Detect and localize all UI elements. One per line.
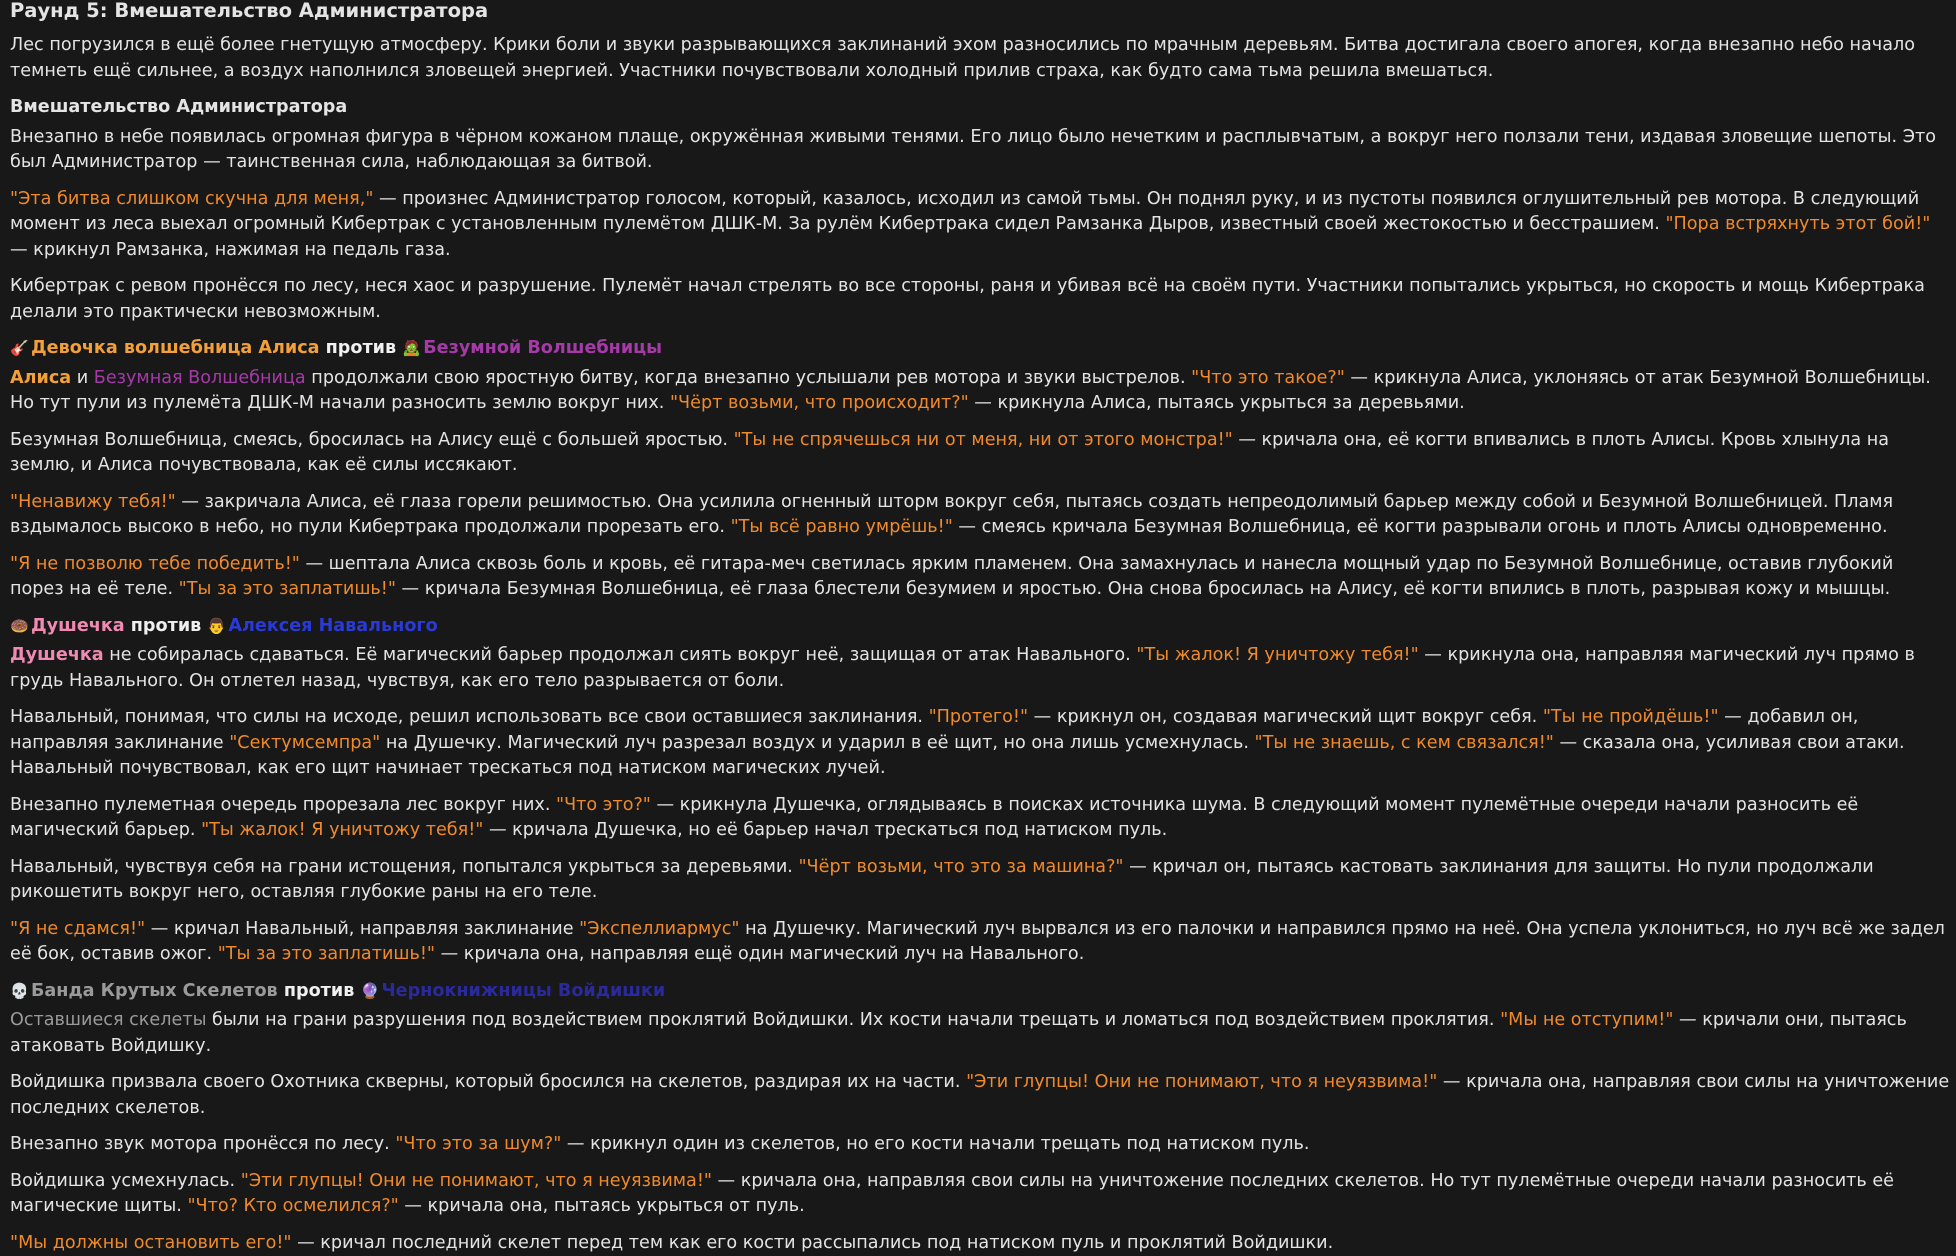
fighter-2-name: Безумной Волшебницы xyxy=(423,338,662,358)
character-name: Оставшиеся скелеты xyxy=(10,1010,206,1030)
narration-text: Внезапно пулеметная очередь прорезала лес вокруг них. xyxy=(10,795,556,815)
narration-text: — кричал последний скелет перед тем как его кости рассыпались под натиском пуль и проклятий Войдишки. xyxy=(292,1233,1334,1253)
narration-text: — смеясь кричала Безумная Волшебница, её когти разрывали огонь и плоть Алисы одновременно. xyxy=(953,517,1888,537)
battle-paragraph xyxy=(10,490,1950,541)
intro-paragraph: Лес погрузился в ещё более гнетущую атмосферу. Крики боли и звуки разрывающихся заклинаний эхом разносились по мрачным деревьям. Битва достигала своего апогея, когда внезапно небо начало темнеть ещё сильнее, а воздух наполнился зловещей энергией. Участники почувствовали холодный прилив страха, как будто сама тьма решила вмешаться. xyxy=(10,33,1950,84)
narration-text: Навальный, понимая, что силы на исходе, решил использовать все свои оставшиеся заклинания. xyxy=(10,707,929,727)
quote-text: "Ты не спрячешься ни от меня, ни от этого монстра!" xyxy=(734,430,1233,450)
quote-text: "Ты не пройдёшь!" xyxy=(1543,707,1719,727)
admin-section-title: Вмешательство Администратора xyxy=(10,95,1950,121)
quote-text: "Экспеллиармус" xyxy=(579,919,739,939)
narration-text: были на грани разрушения под воздействием проклятий Войдишки. Их кости начали трещать и ломаться под воздействием проклятия. xyxy=(206,1010,1500,1030)
round-title: Раунд 5: Вмешательство Администратора xyxy=(10,0,1950,22)
quote-text: "Ненавижу тебя!" xyxy=(10,492,176,512)
versus-label: против xyxy=(320,338,403,358)
narration-text: не собиралась сдаваться. Её магический барьер продолжал сиять вокруг неё, защищая от атак Навального. xyxy=(104,645,1137,665)
quote-text: "Я не позволю тебе победить!" xyxy=(10,554,300,574)
quote-text: "Чёрт возьми, что это за машина?" xyxy=(798,857,1123,877)
narration-text: — кричала она, направляя свои силы на уничтожение последних скелетов. Но тут пулемётные очереди начали разносить её магические щиты. xyxy=(10,1171,1894,1217)
quote-text: "Чёрт возьми, что происходит?" xyxy=(670,393,969,413)
battle-paragraph xyxy=(10,1169,1950,1220)
narration-text: — крикнул Рамзанка, нажимая на педаль газа. xyxy=(10,240,451,260)
battle-heading xyxy=(10,336,1950,362)
battle-paragraph xyxy=(10,552,1950,603)
narration-text: — крикнул один из скелетов, но его кости начали трещать под натиском пуль. xyxy=(561,1134,1309,1154)
versus-label: против xyxy=(125,616,208,636)
man-face-icon: 👨 xyxy=(207,614,224,640)
admin-paragraph-1: Внезапно в небе появилась огромная фигура в чёрном кожаном плаще, окружённая живыми тенями. Его лицо было нечетким и расплывчатым, а вокруг него ползали тени, издавая зловещие шепоты. Это был Администратор — таинственная сила, наблюдающая за битвой. xyxy=(10,125,1950,176)
narration-text: — кричала Душечка, но её барьер начал трескаться под натиском пуль. xyxy=(483,820,1167,840)
battle-heading xyxy=(10,979,1950,1005)
skull-icon: 💀 xyxy=(10,979,27,1005)
narration-text: — крикнула Алиса, уклоняясь от атак Безумной Волшебницы. Но тут пули из пулемёта ДШК-М начали разносить землю вокруг них. xyxy=(10,368,1931,414)
battle-paragraph xyxy=(10,1008,1950,1059)
quote-text: "Эти глупцы! Они не понимают, что я неуязвима!" xyxy=(241,1171,712,1191)
battle-paragraph xyxy=(10,705,1950,782)
narration-text: — крикнула Алиса, пытаясь укрыться за деревьями. xyxy=(969,393,1465,413)
quote-text: "Что это за шум?" xyxy=(395,1134,561,1154)
battle-paragraph xyxy=(10,917,1950,968)
narration-text: на Душечку. Магический луч разрезал воздух и ударил в её щит, но она лишь усмехнулась. xyxy=(380,733,1254,753)
quote-text: "Что это такое?" xyxy=(1191,368,1345,388)
narration-text: — кричала она, её когти впивались в плоть Алисы. Кровь хлынула на землю, и Алиса почувствовала, как её силы иссякают. xyxy=(10,430,1889,476)
quote-text: "Ты всё равно умрёшь!" xyxy=(731,517,953,537)
zombie-woman-icon: 🧟 xyxy=(402,336,419,362)
narration-text: — кричала она, направляя ещё один магический луч на Навального. xyxy=(435,944,1084,964)
narration-text: — кричала она, направляя свои силы на уничтожение последних скелетов. xyxy=(10,1072,1949,1118)
fighter-1-name: Девочка волшебница Алиса xyxy=(31,338,320,358)
quote-text: "Что это?" xyxy=(556,795,651,815)
narration-text: — кричал он, пытаясь кастовать заклинания для защиты. Но пули продолжали рикошетить вокруг него, оставляя глубокие раны на его теле. xyxy=(10,857,1874,903)
battle-paragraph xyxy=(10,855,1950,906)
quote-text: "Я не сдамся!" xyxy=(10,919,145,939)
narration-text: — кричали они, пытаясь атаковать Войдишку. xyxy=(10,1010,1907,1056)
quote-text: "Что? Кто осмелился?" xyxy=(187,1196,398,1216)
quote-text: "Ты за это заплатишь!" xyxy=(179,579,396,599)
admin-paragraph-2 xyxy=(10,187,1950,264)
quote-text: "Мы не отступим!" xyxy=(1500,1010,1673,1030)
admin-paragraph-3: Кибертрак с ревом пронёсся по лесу, неся хаос и разрушение. Пулемёт начал стрелять во все стороны, раня и убивая всё на своём пути. Участники попытались укрыться, но скорость и мощь Кибертрака делали это практически невозможным. xyxy=(10,274,1950,325)
quote-text: "Ты за это заплатишь!" xyxy=(218,944,435,964)
battle-paragraph xyxy=(10,1132,1950,1158)
narration-text: — шептала Алиса сквозь боль и кровь, её гитара-меч светилась ярким пламенем. Она замахнулась и нанесла мощный удар по Безумной Волшебнице, оставив глубокий порез на её теле. xyxy=(10,554,1893,600)
fighter-2-name: Чернокнижницы Войдишки xyxy=(381,981,665,1001)
quote-text: "Протего!" xyxy=(929,707,1028,727)
quote-text: "Эта битва слишком скучна для меня," xyxy=(10,189,373,209)
narration-text: — кричал Навальный, направляя заклинание xyxy=(145,919,579,939)
battles-container xyxy=(10,336,1950,1256)
narration-text: — крикнул он, создавая магический щит вокруг себя. xyxy=(1028,707,1543,727)
narration-text: Безумная Волшебница, смеясь, бросилась на Алису ещё с большей яростью. xyxy=(10,430,734,450)
character-name: Душечка xyxy=(10,645,104,665)
quote-text: "Сектумсемпра" xyxy=(229,733,380,753)
battle-paragraph xyxy=(10,643,1950,694)
battle-paragraph xyxy=(10,366,1950,417)
narration-text: — кричала она, пытаясь укрыться от пуль. xyxy=(399,1196,805,1216)
fighter-1-name: Душечка xyxy=(31,616,125,636)
donut-icon: 🍩 xyxy=(10,614,27,640)
guitar-icon: 🎸 xyxy=(10,336,27,362)
narration-text: — крикнула Душечка, оглядываясь в поисках источника шума. В следующий момент пулемётные очереди начали разносить её магический барьер. xyxy=(10,795,1858,841)
battle-paragraph xyxy=(10,1231,1950,1256)
battle-paragraph xyxy=(10,793,1950,844)
crystal-ball-icon: 🔮 xyxy=(360,979,377,1005)
fighter-2-name: Алексея Навального xyxy=(228,616,437,636)
narration-text: — крикнула она, направляя магический луч прямо в грудь Навального. Он отлетел назад, чувствуя, как его тело разрывается от боли. xyxy=(10,645,1915,691)
narration-text: — кричала Безумная Волшебница, её глаза блестели безумием и яростью. Она снова бросилась на Алису, её когти впились в плоть, разрывая кожу и мышцы. xyxy=(396,579,1890,599)
narration-text: Навальный, чувствуя себя на грани истощения, попытался укрыться за деревьями. xyxy=(10,857,798,877)
quote-text: "Пора встряхнуть этот бой!" xyxy=(1665,214,1930,234)
character-name: Безумная Волшебница xyxy=(94,368,306,388)
quote-text: "Мы должны остановить его!" xyxy=(10,1233,292,1253)
versus-label: против xyxy=(278,981,361,1001)
narration-text: — произнес Администратор голосом, который, казалось, исходил из самой тьмы. Он поднял руку, и из пустоты появился оглушительный рев мотора. В следующий момент из леса выехал огромный Кибертрак с установленным пулемётом ДШК-М. За рулём Кибертрака сидел Рамзанка Дыров, известный своей жестокостью и бесстрашием. xyxy=(10,189,1919,235)
narration-text: Войдишка усмехнулась. xyxy=(10,1171,241,1191)
quote-text: "Эти глупцы! Они не понимают, что я неуязвима!" xyxy=(966,1072,1437,1092)
quote-text: "Ты жалок! Я уничтожу тебя!" xyxy=(1136,645,1418,665)
battle-paragraph xyxy=(10,1070,1950,1121)
character-name: Алиса xyxy=(10,368,71,388)
quote-text: "Ты жалок! Я уничтожу тебя!" xyxy=(201,820,483,840)
narration-text: продолжали свою яростную битву, когда внезапно услышали рев мотора и звуки выстрелов. xyxy=(306,368,1191,388)
battle-paragraph xyxy=(10,428,1950,479)
narration-text: — добавил он, направляя заклинание xyxy=(10,707,1858,753)
narration-text: Внезапно звук мотора пронёсся по лесу. xyxy=(10,1134,395,1154)
battle-heading xyxy=(10,614,1950,640)
narration-text: — закричала Алиса, её глаза горели решимостью. Она усилила огненный шторм вокруг себя, пытаясь создать непреодолимый барьер между собой и Безумной Волшебницей. Пламя вздымалось высоко в небо, но пули Кибертрака продолжали прорезать его. xyxy=(10,492,1893,538)
quote-text: "Ты не знаешь, с кем связался!" xyxy=(1255,733,1554,753)
fighter-1-name: Банда Крутых Скелетов xyxy=(31,981,278,1001)
narration-text: Войдишка призвала своего Охотника скверны, который бросился на скелетов, раздирая их на части. xyxy=(10,1072,966,1092)
narration-text: — сказала она, усиливая свои атаки. Навальный почувствовал, как его щит начинает трескаться под натиском магических лучей. xyxy=(10,733,1905,779)
narration-text: и xyxy=(71,368,94,388)
narration-text: на Душечку. Магический луч вырвался из его палочки и направился прямо на неё. Она успела уклониться, но луч всё же задел её бок, оставив ожог. xyxy=(10,919,1945,965)
